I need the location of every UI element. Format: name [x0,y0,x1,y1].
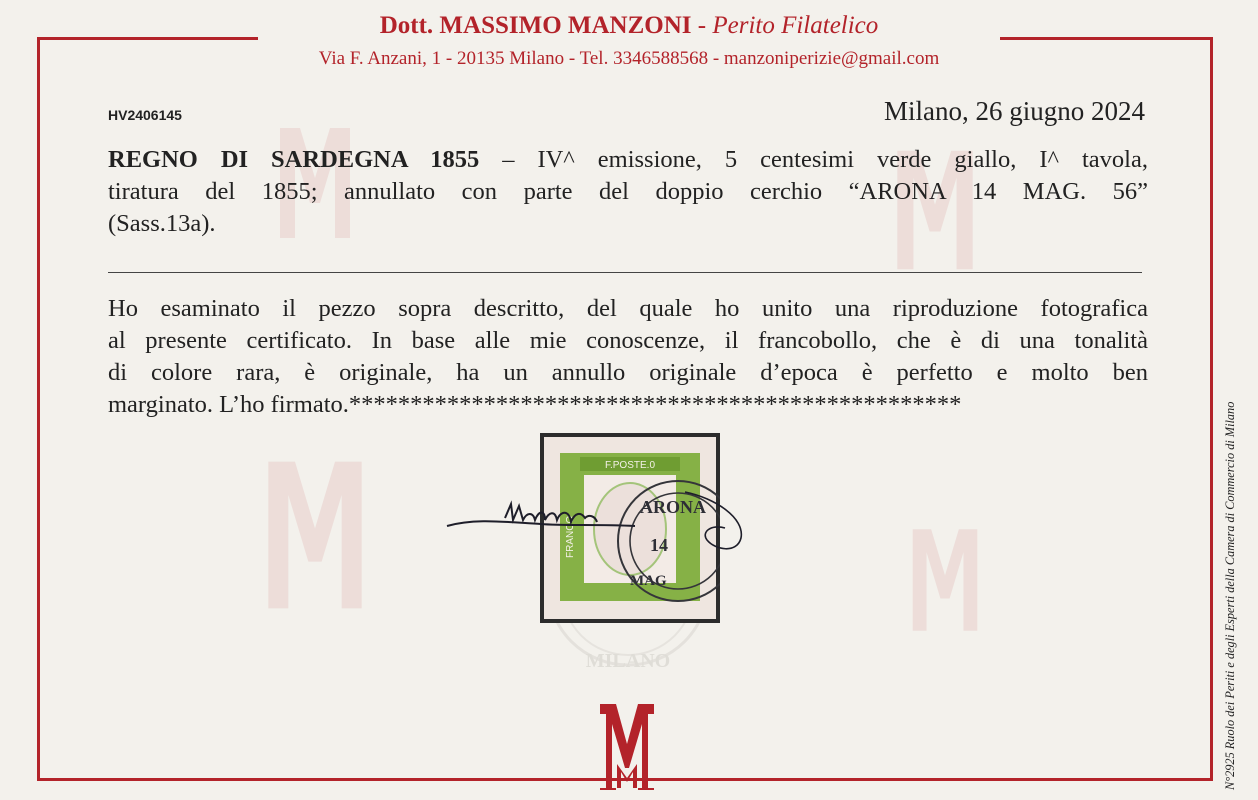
opinion-line-3: di colore rara, è originale, ha un annullo originale d’epoca è perfetto e molto ben [108,359,1148,386]
stamp-side-inscription: FRANCO [565,515,576,558]
postmark-place: ARONA [640,497,706,517]
opinion-line-2: al presente certificato. In base alle mie conoscenze, il francobollo, che è di una tonalità [108,327,1148,354]
expert-name: Dott. MASSIMO MANZONI [379,12,692,39]
letterhead-address: Via F. Anzani, 1 - 20135 Milano - Tel. 3346588568 - manzoniperizie@gmail.com [318,48,940,69]
seal-text: MILANO [585,650,671,672]
expert-opinion [108,293,1148,421]
certificate-date: Milano, 26 giugno 2024 [884,96,1145,126]
manzoni-logo-icon [598,702,656,792]
letterhead-title [258,12,1000,40]
stamp-top-inscription: F.POSTE.0 [604,460,656,471]
title-separator: - [691,12,713,39]
stamp-description [108,144,1148,240]
opinion-line-4: marginato. L’ho firmato.************************************************** [108,391,962,418]
postmark-day: 14 [650,535,668,555]
description-text-1: – IV^ emissione, 5 centesimi verde giallo, I^ tavola, [479,146,1148,173]
expert-role: Perito Filatelico [712,12,879,39]
certificate-number: HV2406145 [108,107,182,123]
description-line-1 [108,144,1148,176]
description-line-2: tiratura del 1855; annullato con parte del doppio cerchio “ARONA 14 MAG. 56” [108,178,1148,205]
opinion-line-1: Ho esaminato il pezzo sopra descritto, del quale ho unito una riproduzione fotografica [108,295,1148,322]
registration-vertical-text: N°2925 Ruolo dei Periti e degli Esperti della Camera di Commercio di Milano [1223,401,1237,790]
description-title: REGNO DI SARDEGNA 1855 [108,146,480,173]
description-line-3: (Sass.13a). [108,210,216,237]
letterhead [258,8,1000,70]
expert-signature [445,488,775,568]
section-divider [108,272,1142,273]
postmark-month: MAG [630,573,667,589]
